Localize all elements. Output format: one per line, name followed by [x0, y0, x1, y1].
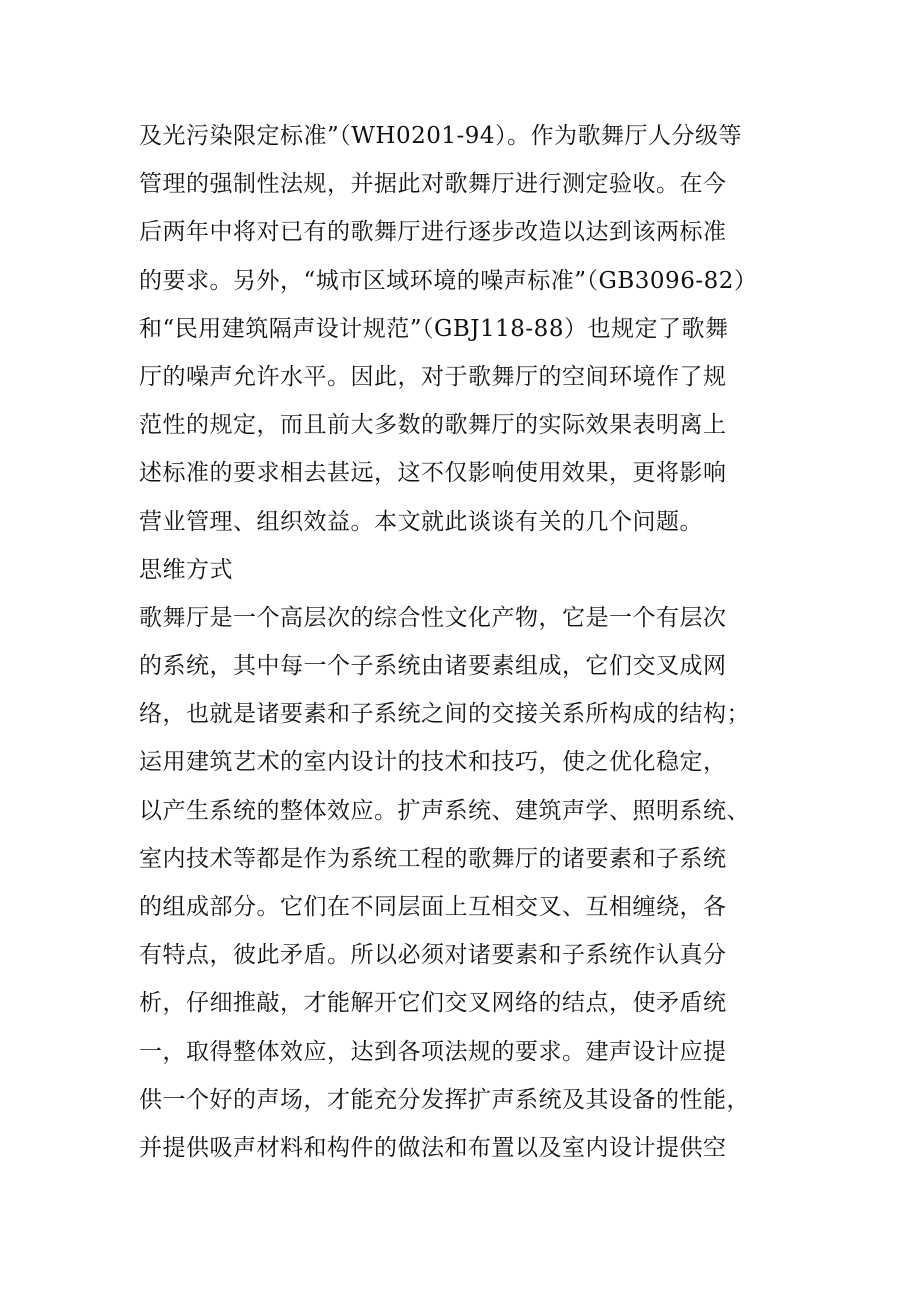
- text-line: 歌舞厅是一个高层次的综合性文化产物，它是一个有层次: [139, 604, 727, 631]
- section-heading: 思维方式: [139, 556, 233, 583]
- text-line: 室内技术等都是作为系统工程的歌舞厅的诸要素和子系统: [139, 845, 727, 872]
- text-line: 供一个好的声场，才能充分发挥扩声系统及其设备的性能，: [139, 1086, 750, 1113]
- body-text: [139, 112, 779, 1172]
- text-line: 运用建筑艺术的室内设计的技术和技巧，使之优化稳定，: [139, 749, 727, 776]
- text-line: 述标准的要求相去甚远，这不仅影响使用效果，更将影响: [139, 460, 727, 487]
- text-line: 的要求。另外，“城市区域环境的噪声标准”（GB3096-82）: [139, 267, 758, 294]
- text-line: 管理的强制性法规，并据此对歌舞厅进行测定验收。在今: [139, 171, 727, 198]
- text-line: 的组成部分。它们在不同层面上互相交叉、互相缠绕，各: [139, 894, 727, 920]
- text-line: 和“民用建筑隔声设计规范”（GBJ118-88）也规定了歌舞: [139, 315, 729, 342]
- text-line: 的系统，其中每一个子系统由诸要素组成，它们交叉成网: [139, 653, 727, 680]
- text-line: 析，仔细推敲，才能解开它们交叉网络的结点，使矛盾统: [139, 990, 727, 1017]
- text-line: 有特点，彼此矛盾。所以必须对诸要素和子系统作认真分: [139, 942, 727, 969]
- text-line: 营业管理、组织效益。本文就此谈谈有关的几个问题。: [139, 508, 703, 535]
- text-line: 厅的噪声允许水平。因此，对于歌舞厅的空间环境作了规: [139, 363, 727, 390]
- text-line: 并提供吸声材料和构件的做法和布置以及室内设计提供空: [139, 1134, 727, 1161]
- text-line: 及光污染限定标准”（WH0201-94）。作为歌舞厅人分级等: [139, 123, 743, 149]
- text-line: 一，取得整体效应，达到各项法规的要求。建声设计应提: [139, 1038, 727, 1065]
- text-line: 范性的规定，而且前大多数的歌舞厅的实际效果表明离上: [139, 412, 727, 439]
- text-line: 以产生系统的整体效应。扩声系统、建筑声学、照明系统、: [139, 797, 750, 824]
- text-line: 后两年中将对已有的歌舞厅进行逐步改造以达到该两标准: [139, 219, 727, 246]
- text-line: 络，也就是诸要素和子系统之间的交接关系所构成的结构；: [139, 701, 750, 728]
